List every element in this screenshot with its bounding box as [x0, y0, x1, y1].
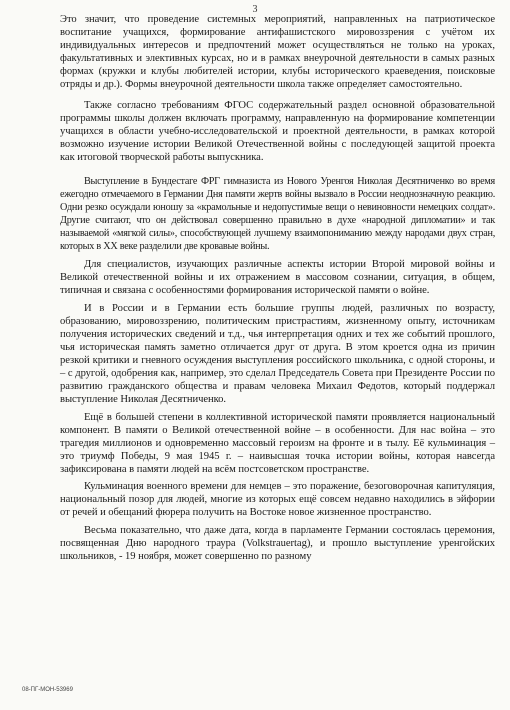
paragraph-3: Выступление в Бундестаге ФРГ гимназиста из Нового Уренгоя Николая Десятниченко во время ежегодно отмечаемого в Германии Дня памяти жертв войны вызвало в России неоднозначную реакцию. Одни резко осуждали юношу за «крамольные и недопустимые вещи о невиновности немецких солдат». Другие считают, что он действовал совершенно правильно в духе «народной дипломатии» и так называемой «мягкой силы», способствующей лучшему взаимопониманию между народами двух стран, которых в ХХ веке разделили две кровавые войны.: [60, 176, 495, 253]
paragraph-5: И в России и в Германии есть большие группы людей, различных по возрасту, образованию, мировоззрению, политическим пристрастиям, жизненному опыту, источникам получения исторических сведений и т.д., чья интерпретация одних и тех же событий прошлого, чья историческая память заметно отличается друг от друга. В этом кроется одна из причин резкой критики и гневного осуждения выступления российского школьника, с одной стороны, и – с другой, одобрения как, например, это сделал Председатель Совета при Президенте России по развитию гражданского общества и правам человека Михаил Федотов, который поддержал выступление Николая Десятниченко.: [60, 303, 495, 405]
paragraph-7: Кульминация военного времени для немцев – это поражение, безоговорочная капитуляция, национальный позор для людей, многие из которых ещё совсем недавно находились в эйфории от речей и обещаний фюрера получить на Востоке новое жизненное пространство.: [60, 481, 495, 519]
paragraph-6: Ещё в большей степени в коллективной исторической памяти проявляется национальный компонент. В памяти о Великой отечественной войне – в особенности. Для нас война – это трагедия миллионов и одновременно массовый героизм на фронте и в тылу. Её кульминация – это триумф Победы, 9 мая 1945 г. – наивысшая точка истории войны, которая навсегда зафиксирована в памяти людей на всём постсоветском пространстве.: [60, 411, 495, 475]
paragraph-2: Также согласно требованиям ФГОС содержательный раздел основной образовательной программы школы должен включать программу, направленную на формирование компетенции учащихся в области учебно-исследовательской и проектной деятельности, в рамках которой возможно изучение истории Великой Отечественной войны с последующей защитой проекта как итоговой творческой работы выпускника.: [60, 99, 495, 163]
paragraph-8: Весьма показательно, что даже дата, когда в парламенте Германии состоялась церемония, посвященная Дню народного траура (Volkstrauertag), и прошло выступление уренгойских школьников, - 19 ноября, может совершенно по разному: [60, 525, 495, 563]
paragraph-1: Это значит, что проведение системных мероприятий, направленных на патриотическое воспитание учащихся, формирование антифашистского мировоззрения с учётом их индивидуальных интересов и предпочтений может осуществляться не только на уроках, факультативных и элективных курсах, но и в рамках внеурочной деятельности в самых разных формах (кружки и клубы любителей истории, клубы исторического краеведения, поисковые отряды и др.). Формы внеурочной деятельности школа также определяет самостоятельно.: [60, 14, 495, 90]
document-body: [60, 14, 495, 564]
paragraph-4: Для специалистов, изучающих различные аспекты истории Второй мировой войны и Великой отечественной войны и их отражением в массовом сознании, ситуация, в общем, типичная и связана с особенностями формирования исторической памяти о войне.: [60, 259, 495, 297]
document-code: 08-ПГ-МОН-53969: [22, 687, 73, 693]
page-number: 3: [252, 4, 258, 15]
